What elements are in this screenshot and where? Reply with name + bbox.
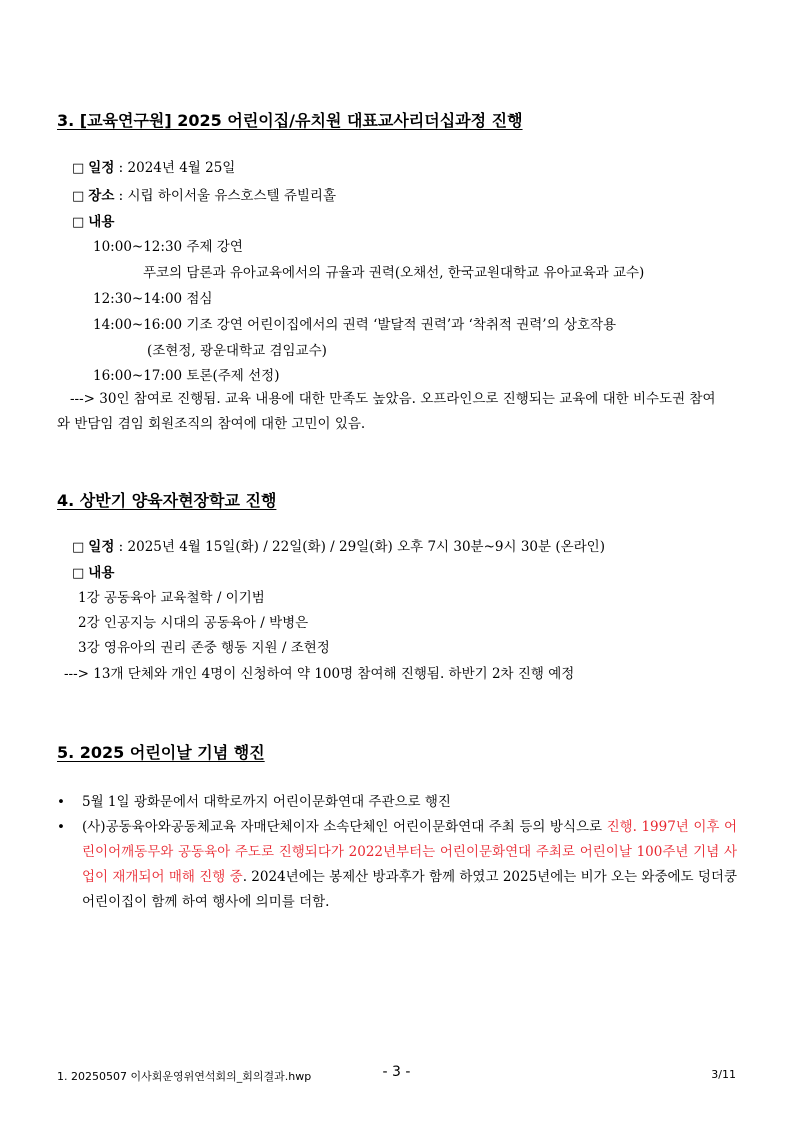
schedule-item: 16:00~17:00 토론(주제 선정) <box>93 368 280 384</box>
lecture-item: 1강 공동육아 교육철학 / 이기범 <box>78 590 265 606</box>
date-label: 일정 <box>88 539 115 555</box>
checkbox-square-icon: □ <box>72 189 85 204</box>
section-3-place-row <box>72 186 336 207</box>
list-item <box>57 790 737 815</box>
section-3-title: 3. [교육연구원] 2025 어린이집/유치원 대표교사리더십과정 진행 <box>57 111 523 130</box>
checkbox-square-icon: □ <box>72 215 85 230</box>
section-3-result-line-1: ---> 30인 참여로 진행됨. 교육 내용에 대한 만족도 높았음. 오프라인으로 진행되는 교육에 대한 비수도권 참여 <box>70 391 716 407</box>
checkbox-square-icon: □ <box>72 566 85 581</box>
content-label: 내용 <box>88 565 115 581</box>
section-3-date-row <box>72 158 235 179</box>
bullet-text: . 2024년에는 봉제산 방과후가 함께 하였고 2025년에는 비가 오는 와중에도 덩더쿵어린이집이 함께 하여 행사에 의미를 더함. <box>82 869 737 910</box>
section-4-content-row <box>72 563 114 584</box>
footer-page-marker: - 3 - <box>382 1064 411 1080</box>
section-5-title: 5. 2025 어린이날 기념 행진 <box>57 743 265 762</box>
place-label: 장소 <box>88 188 115 204</box>
section-4-date-row <box>72 537 605 558</box>
lecture-item: 2강 인공지능 시대의 공동육아 / 박병은 <box>78 615 309 631</box>
content-label: 내용 <box>88 214 115 230</box>
highlighted-red-text: 진행. 1997년 이후 어린이어깨동무와 공동육아 주도로 진행되다가 2022년부터는 어린이문화연대 주최로 어린이날 100주년 기념 사업이 재개되어 매해 진행 중 <box>82 819 737 885</box>
section-4-title: 4. 상반기 양육자현장학교 진행 <box>57 491 277 510</box>
footer-filename: 1. 20250507 이사회운영위연석회의_회의결과.hwp <box>57 1070 312 1083</box>
section-4-result: ---> 13개 단체와 개인 4명이 신청하여 약 100명 참여해 진행됨. 하반기 2차 진행 예정 <box>64 666 575 682</box>
date-label: 일정 <box>88 160 115 176</box>
checkbox-square-icon: □ <box>72 540 85 555</box>
section-3-result-line-2: 와 반담임 겸임 회원조직의 참여에 대한 고민이 있음. <box>57 416 366 432</box>
section-3-content-row <box>72 212 114 233</box>
schedule-item: 10:00~12:30 주제 강연 <box>93 239 243 255</box>
lecture-item: 3강 영유아의 권리 존중 행동 지원 / 조현정 <box>78 640 330 656</box>
schedule-item: 푸코의 담론과 유아교육에서의 규율과 권력(오채선, 한국교원대학교 유아교육과 교수) <box>143 265 645 281</box>
footer-page-count: 3/11 <box>711 1068 736 1081</box>
list-item <box>57 815 737 915</box>
bullet-icon: • <box>57 819 65 835</box>
place-value: : 시립 하이서울 유스호스텔 쥬빌리홀 <box>114 188 337 204</box>
schedule-item: 12:30~14:00 점심 <box>93 291 213 307</box>
checkbox-square-icon: □ <box>72 161 85 176</box>
bullet-text: (사)공동육아와공동체교육 자매단체이자 소속단체인 어린이문화연대 주최 등의 방식으로 <box>82 819 607 835</box>
date-value: : 2025년 4월 15일(화) / 22일(화) / 29일(화) 오후 7시 30분~9시 30분 (온라인) <box>114 539 605 555</box>
bullet-icon: • <box>57 794 65 810</box>
bullet-text: 5월 1일 광화문에서 대학로까지 어린이문화연대 주관으로 행진 <box>82 794 451 810</box>
schedule-item: 14:00~16:00 기조 강연 어린이집에서의 권력 ‘발달적 권력’과 ‘착취적 권력’의 상호작용 <box>93 317 617 333</box>
section-5-bullet-list <box>57 790 737 915</box>
date-value: : 2024년 4월 25일 <box>114 160 236 176</box>
schedule-item: (조현정, 광운대학교 겸임교수) <box>147 343 327 359</box>
